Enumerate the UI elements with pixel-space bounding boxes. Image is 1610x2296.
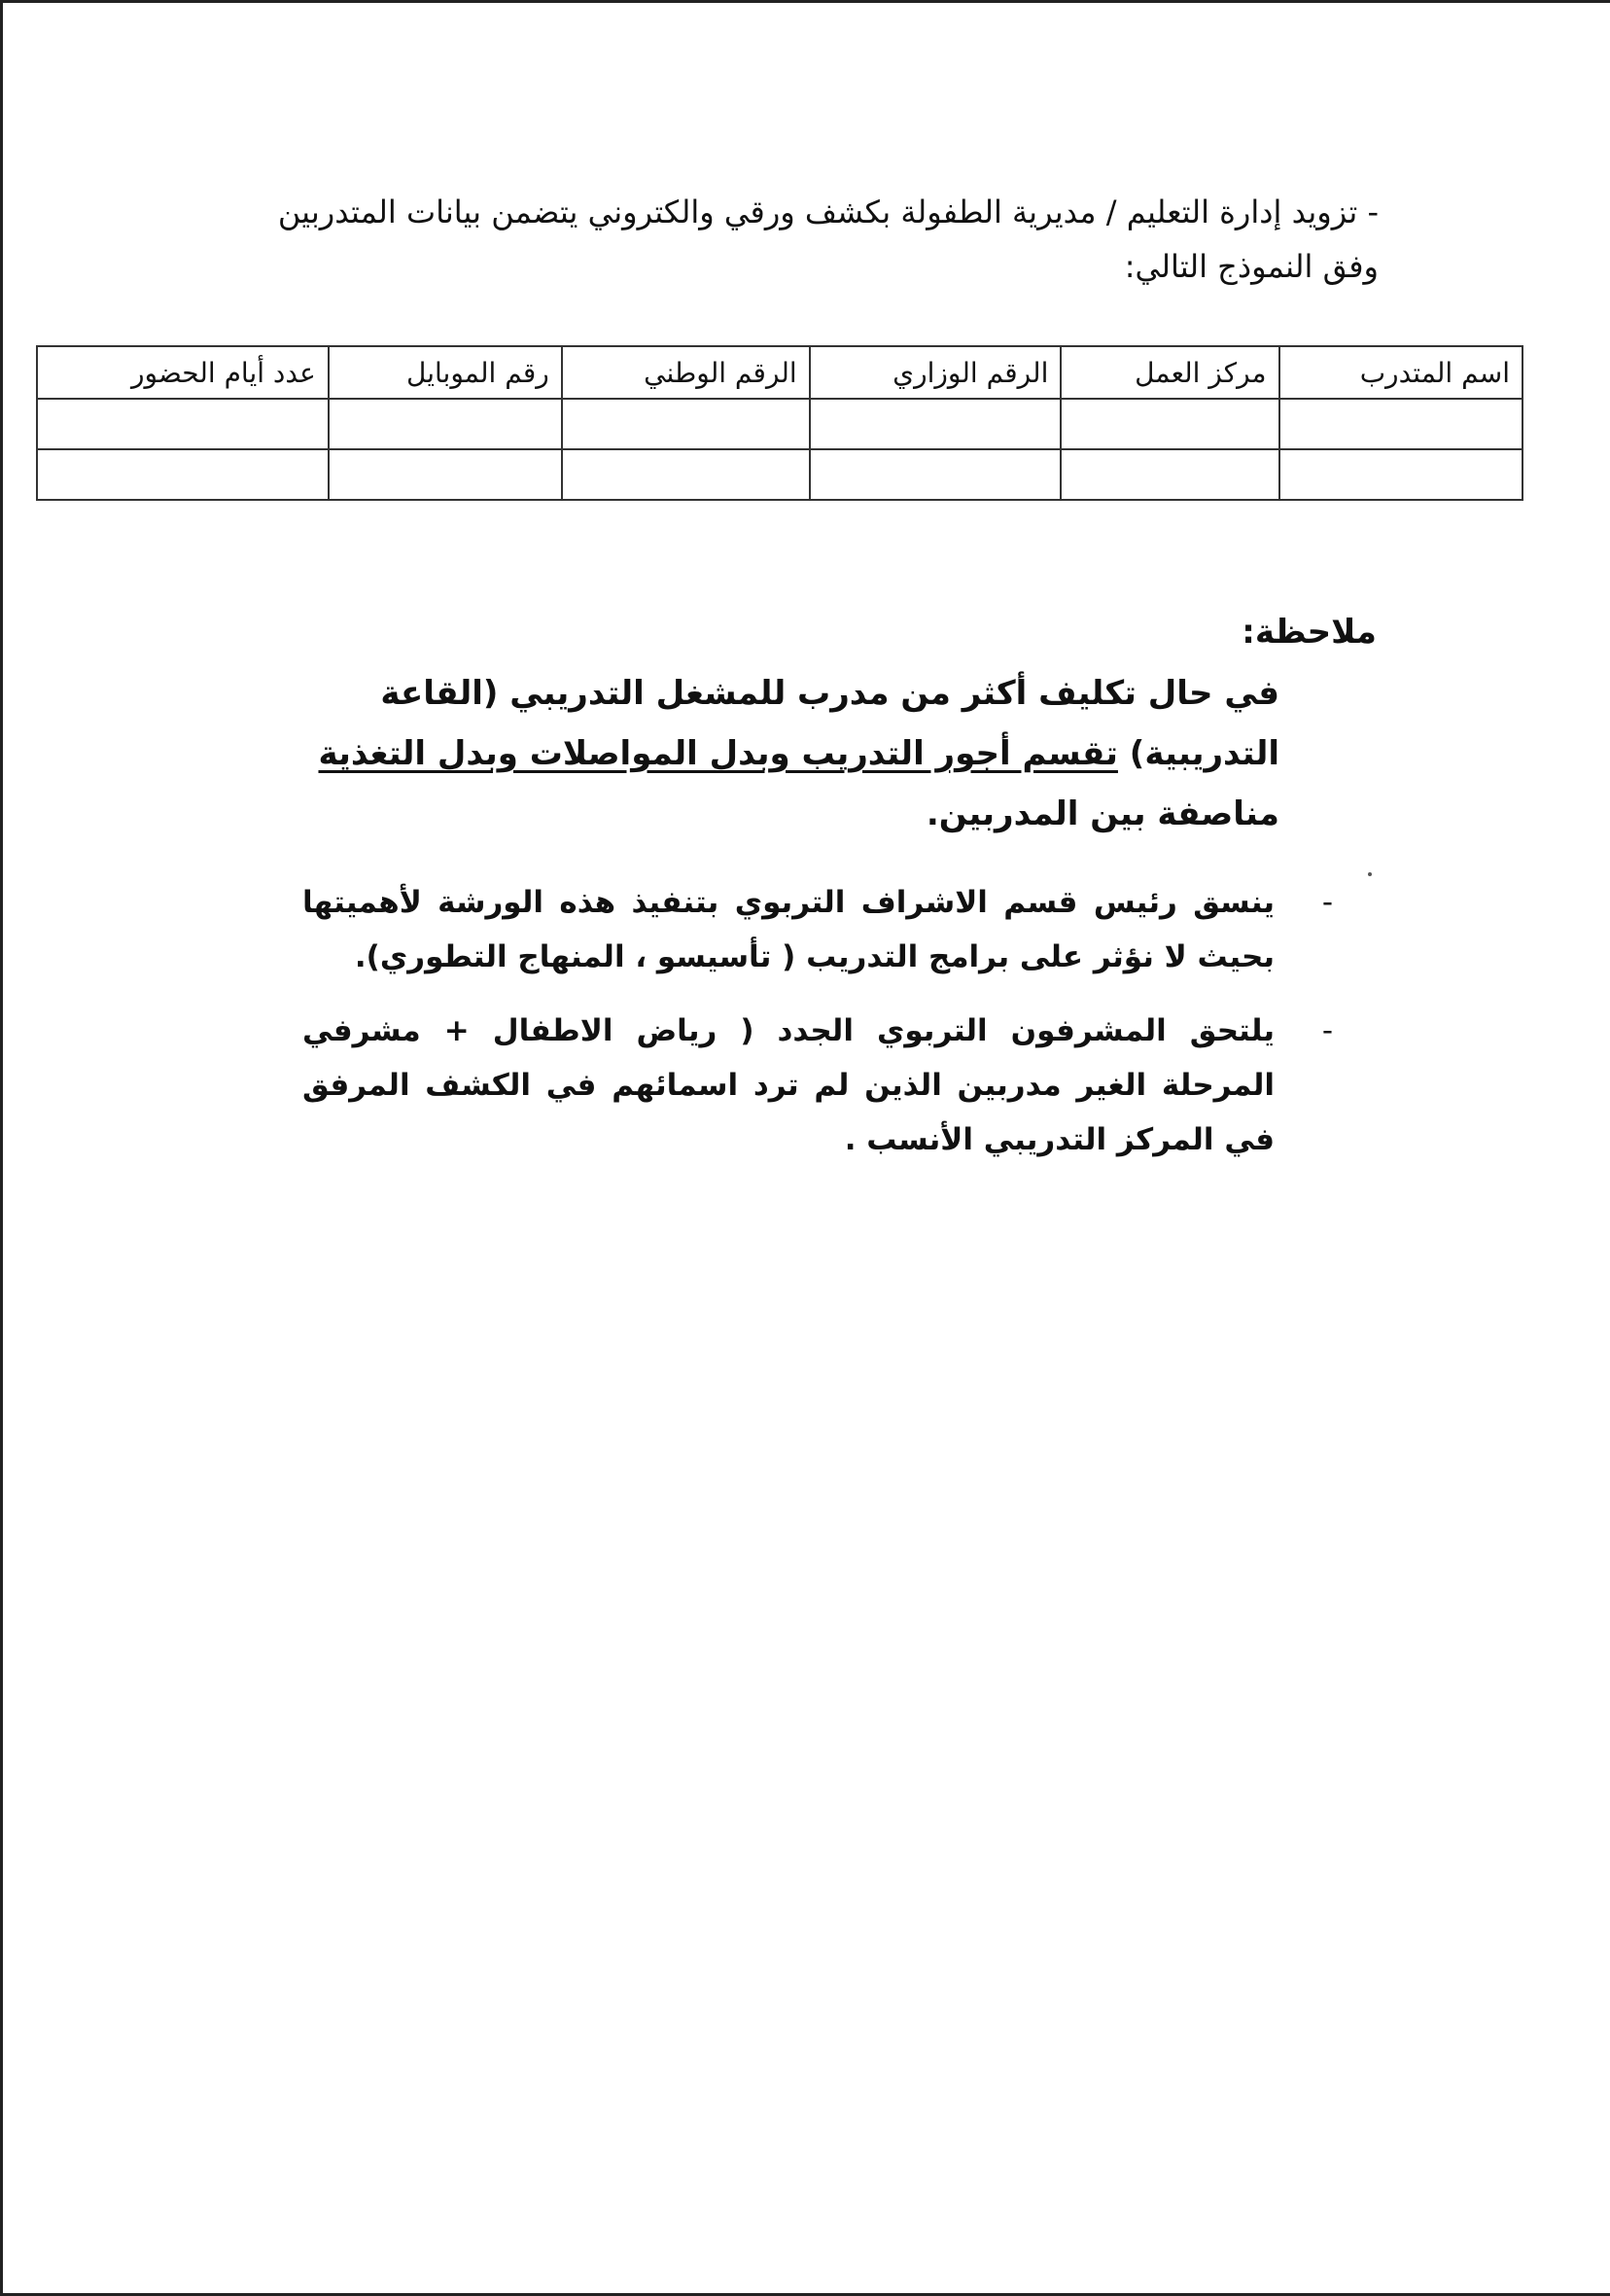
list-item bbox=[302, 875, 1333, 984]
table-header-row bbox=[37, 346, 1522, 399]
column-header-ministry-number: الرقم الوزاري bbox=[810, 346, 1062, 399]
bullet-dash: - bbox=[1321, 885, 1333, 920]
table-cell bbox=[562, 399, 810, 449]
table-row bbox=[37, 449, 1522, 500]
column-header-national-number: الرقم الوطني bbox=[562, 346, 810, 399]
table-cell bbox=[329, 449, 562, 500]
scan-speck bbox=[1368, 872, 1372, 876]
column-header-work-center: مركز العمل bbox=[1061, 346, 1278, 399]
table-cell bbox=[810, 449, 1062, 500]
table-cell bbox=[562, 449, 810, 500]
table-cell bbox=[1061, 399, 1278, 449]
note-heading: ملاحظة: bbox=[1242, 613, 1377, 652]
note-body bbox=[268, 663, 1279, 844]
note-text-part1: في حال تكليف أكثر من مدرب للمشغل التدريبي (القاعة التدريبية) bbox=[380, 674, 1279, 773]
column-header-mobile-number: رقم الموبايل bbox=[329, 346, 562, 399]
table-row bbox=[37, 399, 1522, 449]
table-cell bbox=[37, 449, 329, 500]
note-text-part2: مناصفة بين المدربين. bbox=[926, 795, 1279, 833]
table-cell bbox=[810, 399, 1062, 449]
list-item-text: يلتحق المشرفون التربوي الجدد ( رياض الاطفال + مشرفي المرحلة الغير مدربين الذين لم ترد اسمائهم في الكشف المرفق في المركز التدريبي الأنسب . bbox=[302, 1013, 1275, 1157]
table-cell bbox=[1279, 399, 1522, 449]
note-underlined-text: تقسم أجور التدريب وبدل المواصلات وبدل التغذية bbox=[318, 734, 1118, 773]
table-cell bbox=[1061, 449, 1278, 500]
table-cell bbox=[1279, 449, 1522, 500]
list-item bbox=[302, 1004, 1333, 1167]
instruction-list bbox=[302, 875, 1333, 1186]
table-cell bbox=[37, 399, 329, 449]
table-cell bbox=[329, 399, 562, 449]
list-item-text: ينسق رئيس قسم الاشراف التربوي بتنفيذ هذه الورشة لأهميتها بحيث لا نؤثر على برامج التدريب ( تأسيسو ، المنهاج التطوري). bbox=[302, 885, 1275, 974]
column-header-trainee-name: اسم المتدرب bbox=[1279, 346, 1522, 399]
trainee-data-table bbox=[36, 345, 1523, 501]
bullet-dash: - bbox=[1321, 1013, 1333, 1048]
column-header-attendance-days: عدد أيام الحضور bbox=[37, 346, 329, 399]
intro-paragraph: - تزويد إدارة التعليم / مديرية الطفولة بكشف ورقي والكتروني يتضمن بيانات المتدربين وفق النموذج التالي: bbox=[277, 194, 1379, 285]
